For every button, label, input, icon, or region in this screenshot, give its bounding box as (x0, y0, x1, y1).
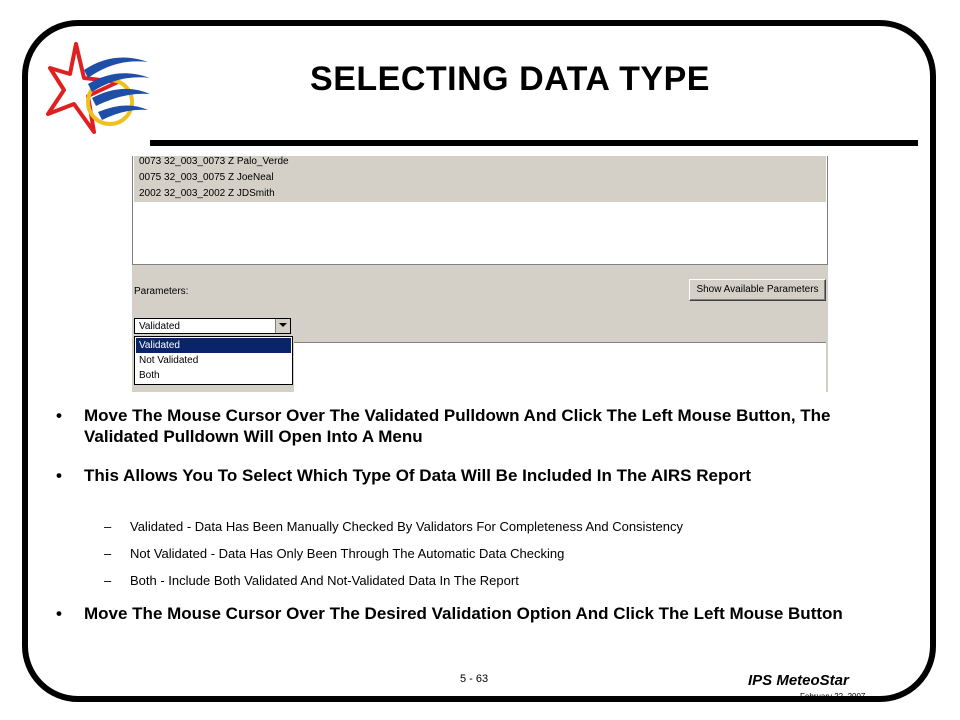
sub-bullet-text: Both - Include Both Validated And Not-Validated Data In The Report (130, 573, 519, 588)
station-list[interactable] (132, 156, 828, 265)
validation-select-value: Validated (139, 321, 180, 332)
company-name: IPS MeteoStar (748, 672, 849, 689)
validation-dropdown-menu[interactable] (134, 336, 293, 385)
sub-bullet-marker: – (104, 573, 112, 588)
option-both[interactable]: Both (139, 370, 160, 381)
bullet-marker: • (56, 406, 62, 425)
option-validated[interactable]: Validated (136, 338, 291, 353)
parameters-pane (294, 342, 826, 392)
bullet-marker: • (56, 604, 62, 623)
station-list-item[interactable]: 0073 32_003_0073 Z Palo_Verde (139, 156, 289, 167)
slide-title: SELECTING DATA TYPE (310, 60, 710, 98)
sub-bullet-text: Not Validated - Data Has Only Been Through The Automatic Data Checking (130, 546, 565, 561)
app-screenshot (132, 156, 828, 392)
show-available-parameters-button[interactable]: Show Available Parameters (689, 279, 826, 301)
station-list-item[interactable]: 2002 32_003_2002 Z JDSmith (139, 188, 275, 199)
meteostar-logo-icon (44, 40, 156, 140)
chevron-down-icon (279, 323, 287, 328)
station-list-item[interactable]: 0075 32_003_0075 Z JoeNeal (139, 172, 274, 183)
sub-bullet-text: Validated - Data Has Been Manually Checked By Validators For Completeness And Consistency (130, 519, 684, 534)
option-not-validated[interactable]: Not Validated (139, 355, 199, 366)
title-divider (150, 140, 918, 146)
sub-bullet-marker: – (104, 546, 112, 561)
bullet-text: Move The Mouse Cursor Over The Validated Pulldown And Click The Left Mouse Button, The Validated Pulldown Will Open Into A Menu (84, 406, 831, 446)
slide-date: February 22, 2007 (800, 692, 866, 701)
validation-select[interactable] (134, 318, 291, 334)
parameters-label: Parameters: (134, 286, 189, 297)
bullet-text: This Allows You To Select Which Type Of Data Will Be Included In The AIRS Report (84, 466, 752, 485)
sub-bullet-marker: – (104, 519, 112, 534)
bullet-marker: • (56, 466, 62, 485)
bullet-text: Move The Mouse Cursor Over The Desired Validation Option And Click The Left Mouse Button (84, 604, 843, 623)
dropdown-arrow-button[interactable] (275, 319, 290, 333)
page-number: 5 - 63 (460, 673, 489, 685)
